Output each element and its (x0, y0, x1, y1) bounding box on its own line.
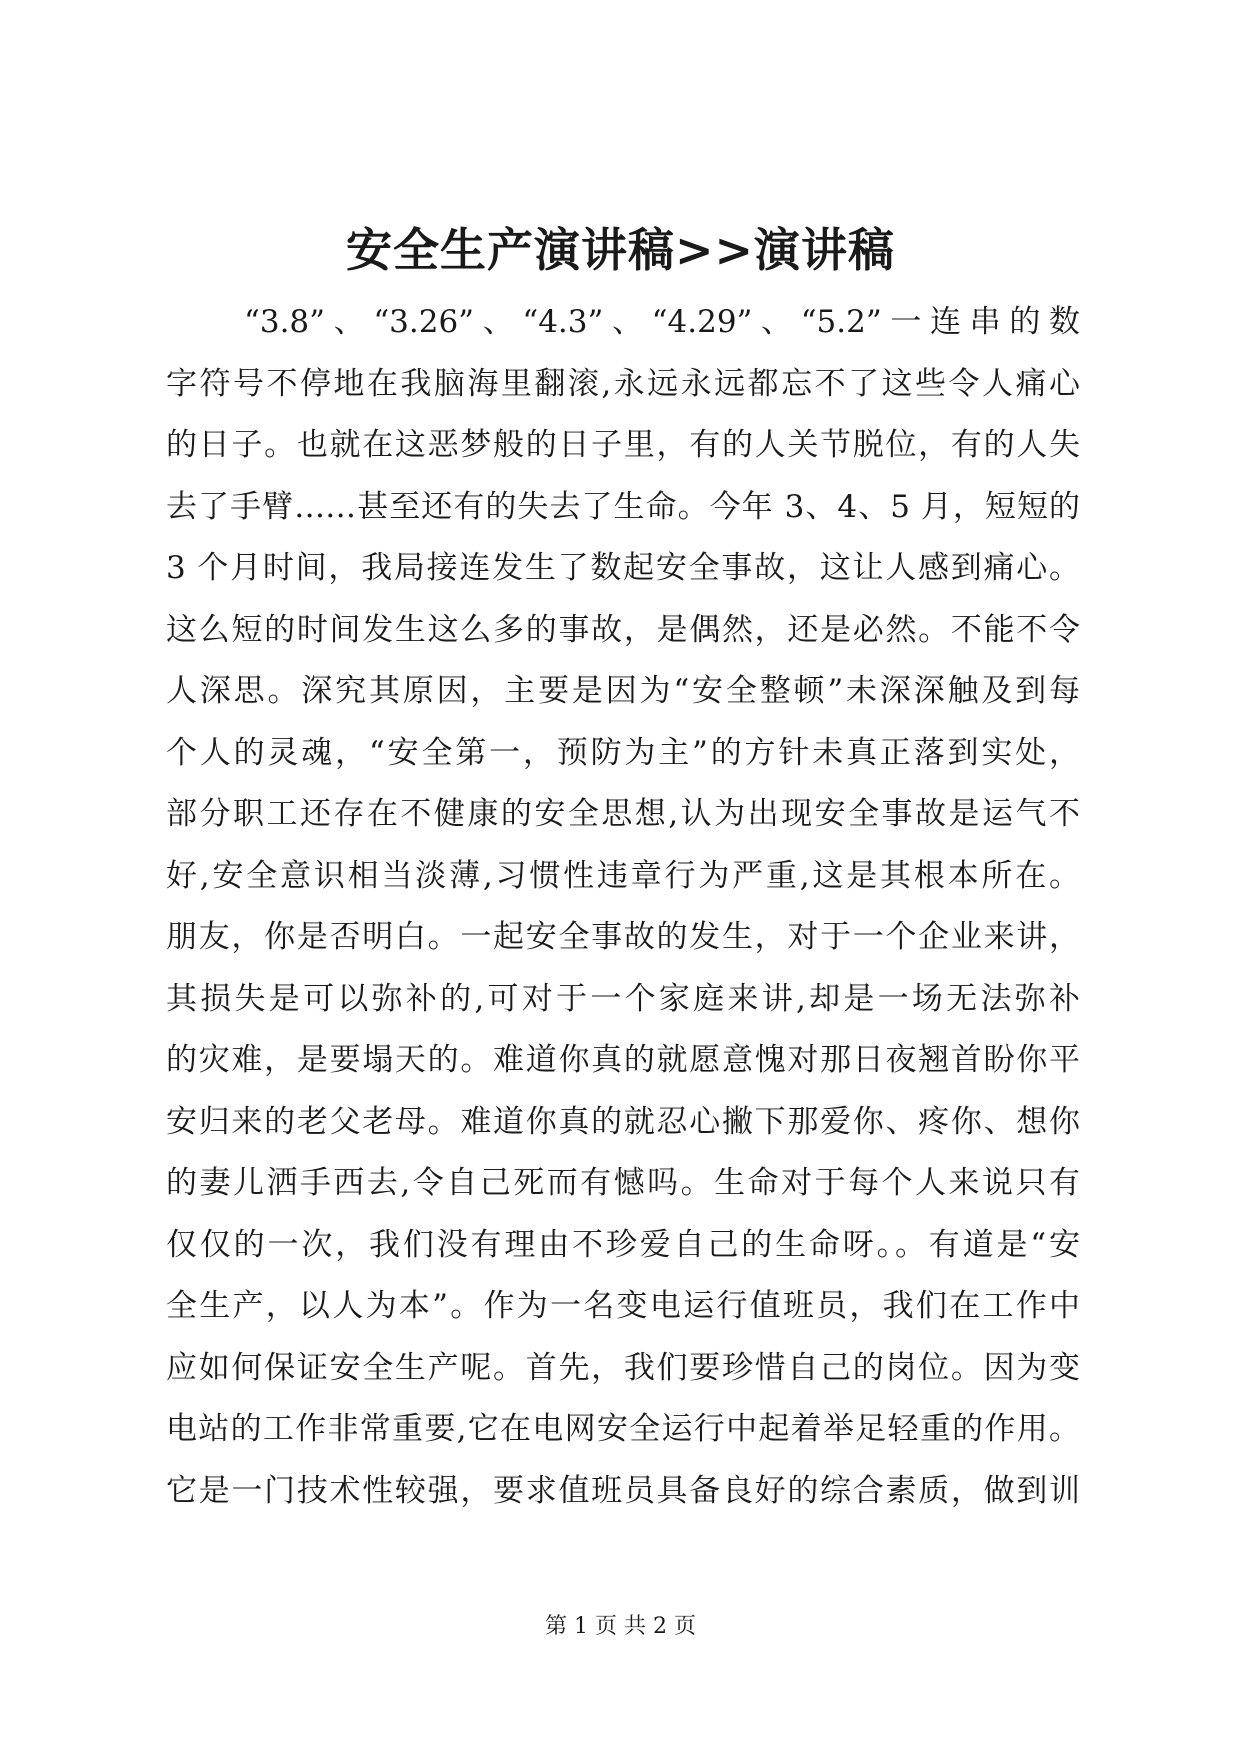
body-line: 的妻儿洒手西去,令自己死而有憾吗。生命对于每个人来说只有 (166, 1165, 1080, 1201)
body-line: 应如何保证安全生产呢。首先，我们要珍惜自己的岗位。因为变 (166, 1349, 1080, 1386)
body-line: 3 个月时间，我局接连发生了数起安全事故，这让人感到痛心。 (166, 550, 1080, 586)
page-number-footer: 第 1 页 共 2 页 (545, 1614, 696, 1639)
body-line: 这么短的时间发生这么多的事故，是偶然，还是必然。不能不令 (166, 611, 1080, 648)
body-line: 其损失是可以弥补的,可对于一个家庭来讲,却是一场无法弥补 (166, 980, 1080, 1017)
body-line: 的日子。也就在这恶梦般的日子里，有的人关节脱位，有的人失 (166, 427, 1080, 463)
body-line: 电站的工作非常重要,它在电网安全运行中起着举足轻重的作用。 (166, 1411, 1080, 1447)
body-line: “3.8”、“3.26”、“4.3”、“4.29”、“5.2”一连串的数 (244, 304, 1080, 340)
body-line: 朋友，你是否明白。一起安全事故的发生，对于一个企业来讲， (166, 919, 1080, 955)
body-line: 的灾难，是要塌天的。难道你真的就愿意愧对那日夜翘首盼你平 (166, 1042, 1080, 1078)
body-line: 个人的灵魂，“安全第一，预防为主”的方针未真正落到实处， (166, 734, 1080, 771)
body-line: 人深思。深究其原因，主要是因为“安全整顿”未深深触及到每 (166, 673, 1080, 709)
document-title: 安全生产演讲稿>>演讲稿 (345, 223, 896, 277)
body-line: 部分职工还存在不健康的安全思想,认为出现安全事故是运气不 (166, 796, 1080, 832)
document-body (166, 292, 1080, 1522)
body-line: 仅仅的一次，我们没有理由不珍爱自己的生命呀。。有道是“安 (166, 1226, 1080, 1263)
body-line: 安归来的老父老母。难道你真的就忍心撇下那爱你、疼你、想你 (166, 1103, 1080, 1140)
body-line: 字符号不停地在我脑海里翻滚,永远永远都忘不了这些令人痛心 (166, 365, 1080, 402)
body-line: 去了手臂……甚至还有的失去了生命。今年 3、4、5 月，短短的 (166, 488, 1080, 525)
body-line: 它是一门技术性较强，要求值班员具备良好的综合素质，做到训 (166, 1472, 1080, 1509)
body-line: 好,安全意识相当淡薄,习惯性违章行为严重,这是其根本所在。 (166, 857, 1080, 894)
body-line: 全生产，以人为本”。作为一名变电运行值班员，我们在工作中 (166, 1288, 1080, 1324)
